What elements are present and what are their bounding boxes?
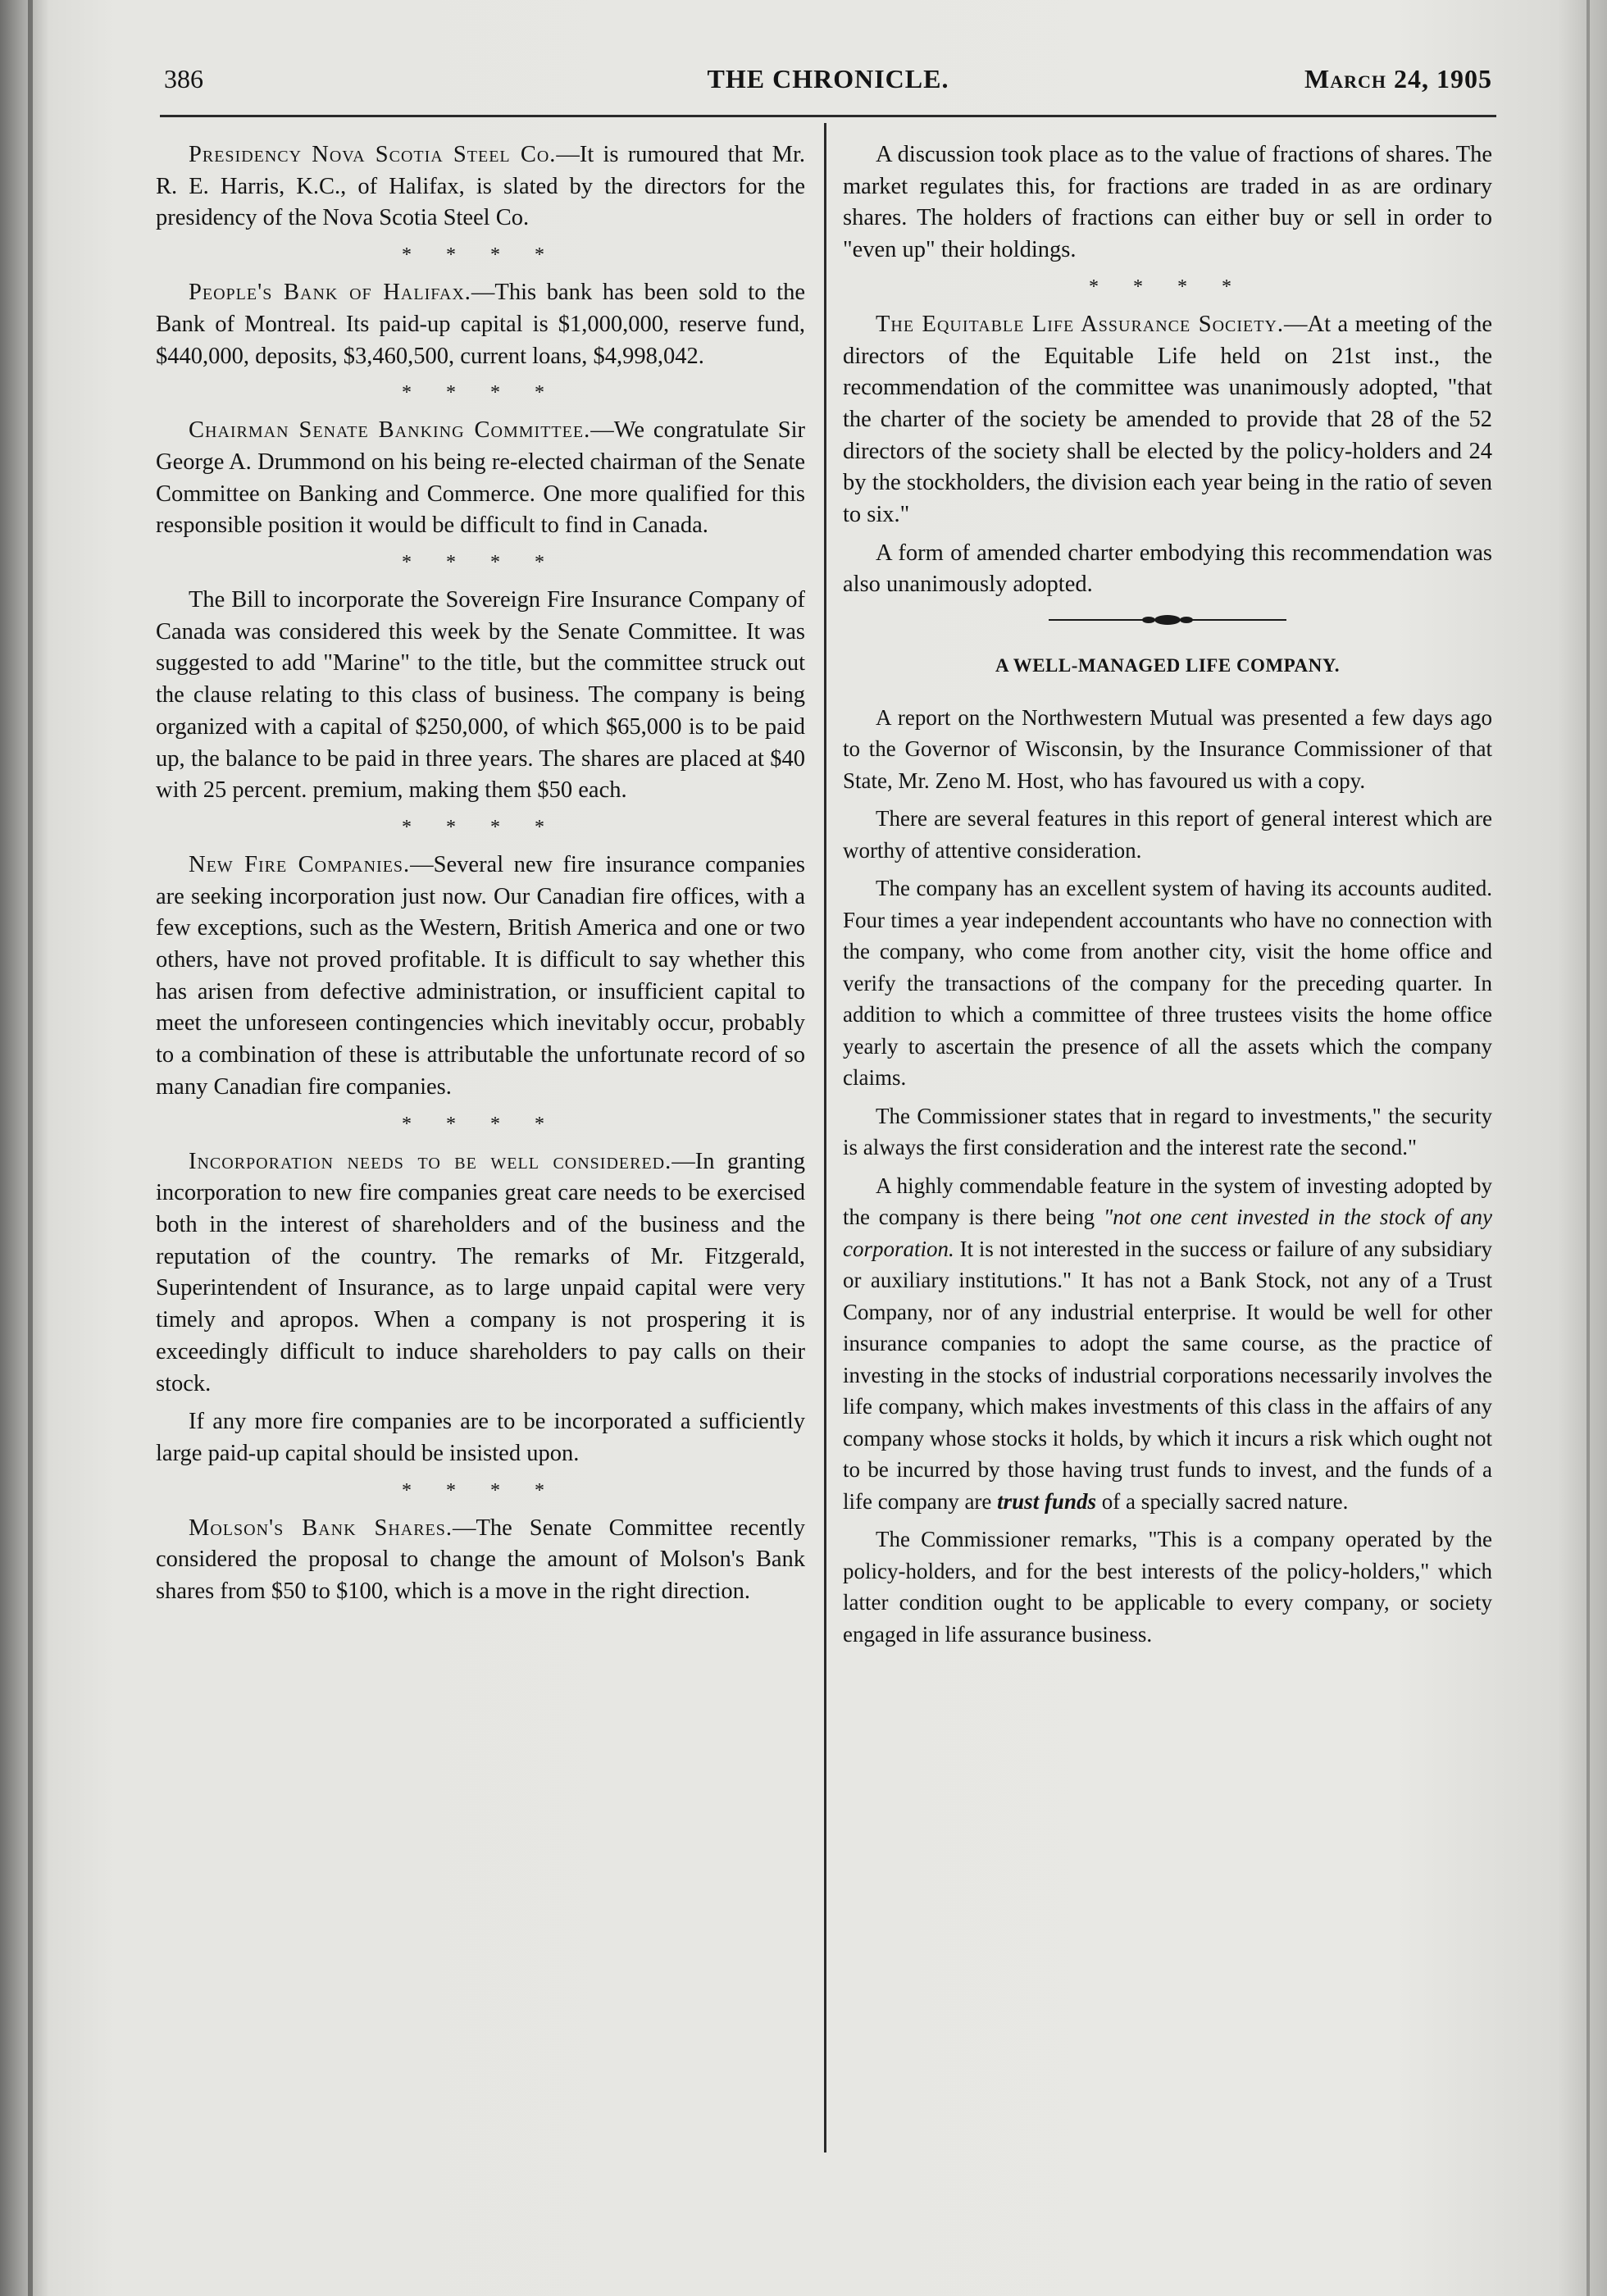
item-body: —It is rumoured that Mr. R. E. Harris, K.C., of Halifax, is slated by the directors for the presidency of the Nova Scotia Steel Co. — [156, 142, 805, 231]
journal-title: THE CHRONICLE. — [707, 64, 949, 93]
article-paragraph: There are several features in this report of general interest which are worthy of attentive consideration. — [843, 806, 1492, 863]
news-item: The Bill to incorporate the Sovereign Fire Insurance Company of Canada was considered this week by the Senate Committee. It was suggested to add "Marine" to the title, but the committee struck out the clause relating to this class of business. The company is being organized with a capital of $250,000, of which $65,000 is to be paid up, the balance to be paid in three years. The shares are placed at $40 with 25 percent. premium, making them $50 each. — [156, 587, 805, 804]
left-column — [156, 139, 805, 1615]
item-body: —The Senate Committee recently considered the proposal to change the amount of Molson's Bank shares from $50 to $100, which is a move in the right direction. — [156, 1515, 806, 1605]
news-item — [156, 1146, 805, 1401]
article-title: A WELL-MANAGED LIFE COMPANY. — [995, 655, 1340, 676]
article-paragraph: The company has an excellent system of having its accounts audited. Four times a year independent accountants who have no connection with the company, who come from another city, visit the home office and verify the transactions of the company for the preceding quarter. In addition to which a committee of three trustees visits the home office yearly to ascertain the presence of all the assets which the company claims. — [843, 876, 1492, 1091]
news-item-continued: A form of amended charter embodying this recommendation was also unanimously adopted. — [843, 540, 1492, 598]
item-body: —Several new fire insurance companies are seeking incorporation just now. Our Canadian fire offices, with a few exceptions, such as the Western, British America and one or two others, have not proved profitable. It is difficult to say whether this has arisen from defective administration, or insufficient capital to meet the unforeseen contingencies which inevitably occur, probably to a combination of these is attributable the unfortunate record of so many Canadian fire companies. — [156, 851, 805, 1100]
news-item — [156, 850, 805, 1104]
ornament-rule — [1049, 611, 1286, 629]
separator-stars: * * * * — [402, 244, 559, 266]
news-item — [156, 415, 805, 542]
separator-stars: * * * * — [402, 1113, 559, 1135]
article-paragraph: The Commissioner states that in regard to investments," the security is always the first consideration and the interest rate the second." — [843, 1103, 1492, 1160]
article-emphasis: trust funds — [997, 1488, 1096, 1514]
item-body: —We congratulate Sir George A. Drummond on his being re-elected chairman of the Senate Committee on Banking and Commerce. One more qualified for this responsible position it would be difficult to find in Canada. — [156, 417, 806, 539]
item-heading: Presidency Nova Scotia Steel Co. — [189, 142, 557, 167]
article-paragraph: A report on the Northwestern Mutual was presented a few days ago to the Governor of Wisconsin, by the Insurance Commissioner of that State, Mr. Zeno M. Host, who has favoured us with a copy. — [843, 704, 1492, 793]
article-paragraph: The Commissioner remarks, "This is a company operated by the policy-holders, and for the best interests of the policy-holders," which latter condition ought to be applicable to every company, or society engaged in life assurance business. — [843, 1527, 1492, 1647]
separator-stars: * * * * — [1089, 276, 1246, 298]
item-heading: The Equitable Life Assurance Society. — [876, 311, 1285, 337]
item-body: —In granting incorporation to new fire companies great care needs to be exercised both in the interest of shareholders and of the business and the reputation of the country. The remarks of Mr. Fitzgerald, Superintendent of Insurance, as to large unpaid capital were very timely and apropos. When a company is not prospering it is exceedingly difficult to induce shareholders to pay calls on their stock. — [156, 1148, 806, 1396]
article-text: of a specially sacred nature. — [1095, 1488, 1349, 1514]
item-heading: Incorporation needs to be well considered. — [189, 1148, 672, 1174]
news-item — [156, 277, 805, 372]
page-edge — [1587, 0, 1590, 2296]
separator-stars: * * * * — [402, 816, 559, 838]
item-heading: Molson's Bank Shares. — [189, 1515, 453, 1541]
binding-shadow — [28, 0, 33, 2296]
item-body: —This bank has been sold to the Bank of Montreal. Its paid-up capital is $1,000,000, reserve fund, $440,000, deposits, $3,460,500, current loans, $4,998,042. — [156, 280, 805, 369]
article-text: A highly commendable feature in the system of investing adopted by the company is there being — [843, 1173, 1492, 1230]
news-item: A discussion took place as to the value of fractions of shares. The market regulates this, for fractions are traded in as are ordinary shares. The holders of fractions can either buy or sell in order to "even up" their holdings. — [843, 142, 1492, 263]
item-heading: People's Bank of Halifax. — [189, 280, 471, 306]
item-body: —At a meeting of the directors of the Equitable Life held on 21st inst., the recommendation of the committee was unanimously adopted, "that the charter of the society be amended to provide that 28 of the 52 directors of the society shall be elected by the policy-holders and 24 by the stockholders, the division each year being in the ratio of seven to six." — [843, 311, 1492, 528]
item-heading: New Fire Companies. — [189, 851, 411, 877]
separator-stars: * * * * — [402, 552, 559, 574]
news-item-continued: If any more fire companies are to be incorporated a sufficiently large paid-up capital should be insisted upon. — [156, 1409, 805, 1466]
news-item — [156, 139, 805, 235]
separator-stars: * * * * — [402, 382, 559, 404]
right-column — [843, 139, 1492, 1656]
issue-date: March 24, 1905 — [1304, 64, 1492, 93]
page-number: 386 — [164, 64, 203, 93]
article-paragraph — [843, 1170, 1492, 1518]
page-header — [164, 64, 1492, 105]
news-item — [156, 1513, 805, 1608]
column-divider — [824, 123, 826, 2152]
item-heading: Chairman Senate Banking Committee. — [189, 417, 591, 444]
article-text: It is not interested in the success or failure of any subsidiary or auxiliary institutions." It has not a Bank Stock, not any of a Trust Company, nor of any industrial enterprise. It would be well for other insurance companies to adopt the same course, as the practice of investing in the stocks of industrial corporations necessarily involves the life company, which makes investments of this class in the affairs of any company whose stocks it holds, by which it incurs a risk which ought not to be incurred by those having trust funds to invest, and the funds of a life company are — [843, 1236, 1492, 1514]
separator-stars: * * * * — [402, 1479, 559, 1501]
news-item — [843, 309, 1492, 531]
header-rule — [160, 115, 1496, 117]
article-quote: "not one cent invested in the stock of any corporation. — [843, 1205, 1492, 1261]
